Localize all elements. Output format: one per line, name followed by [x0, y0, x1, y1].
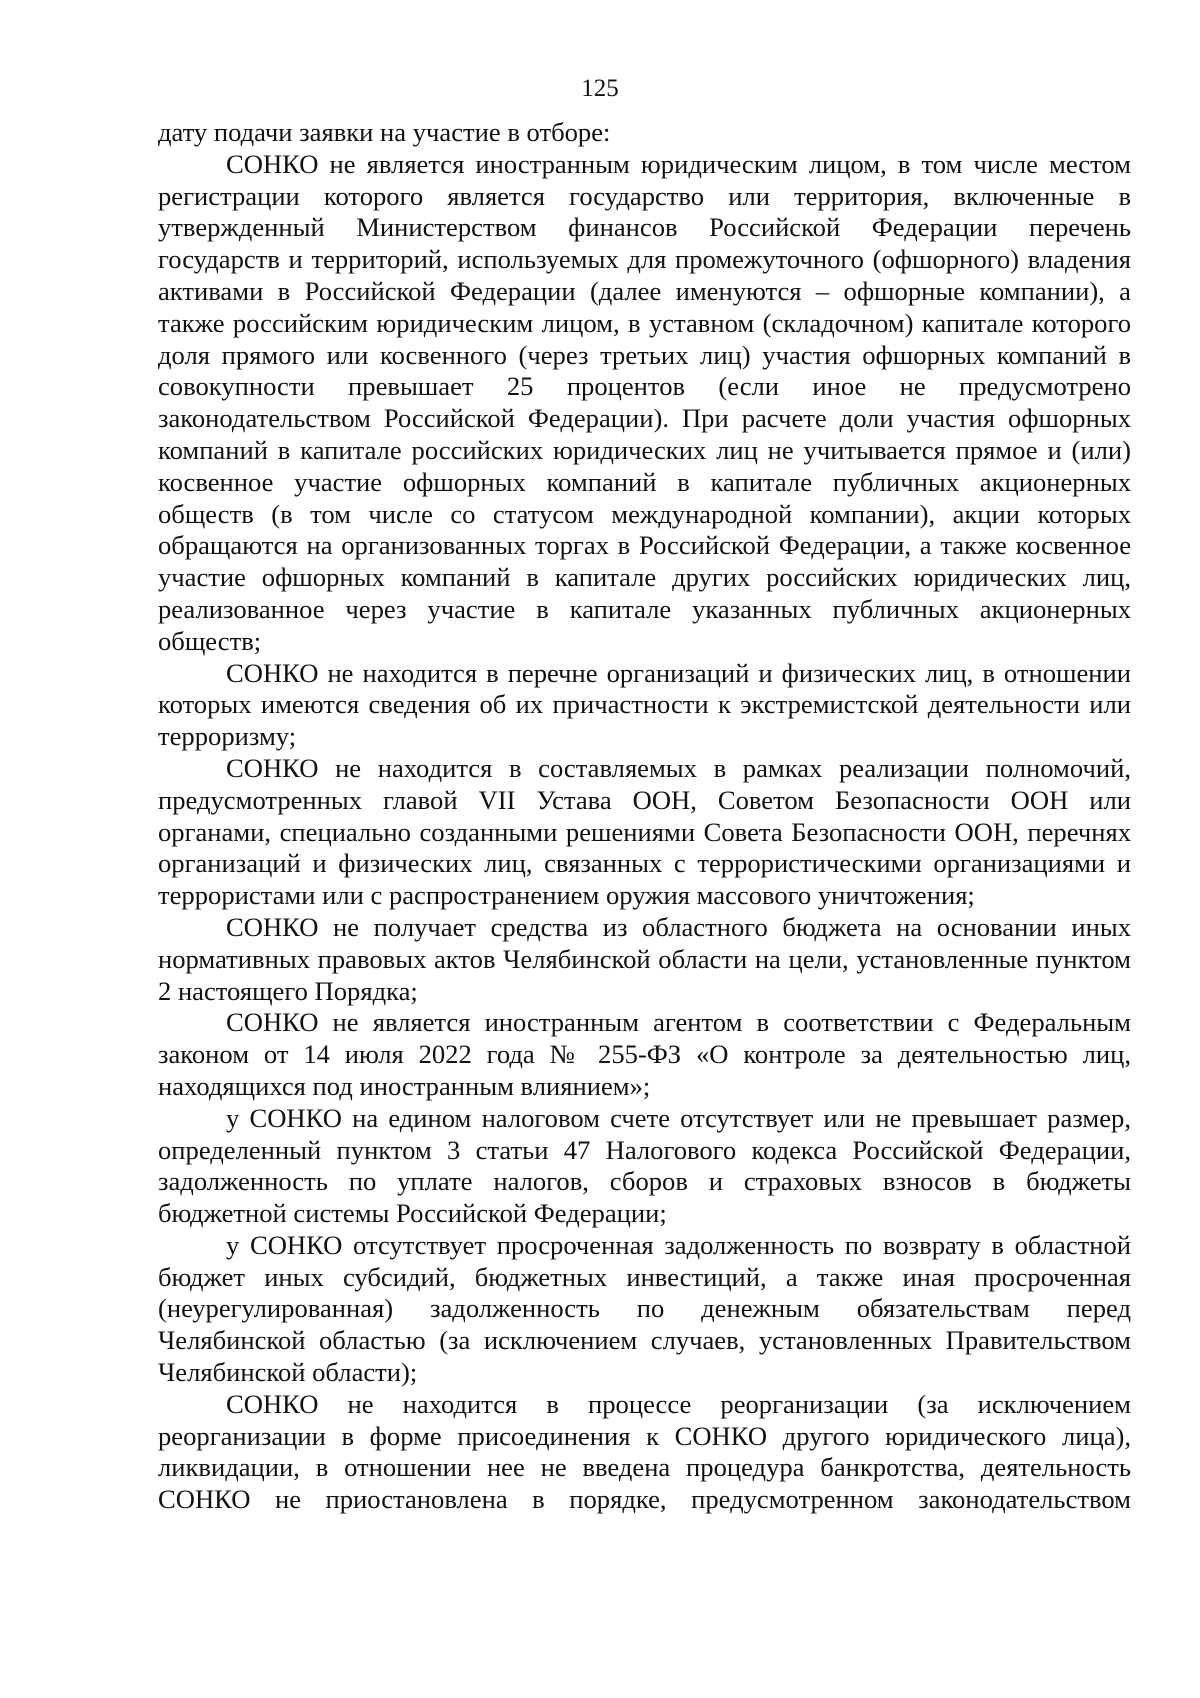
paragraph-offshore-companies: СОНКО не является иностранным юридическим лицом, в том числе местом регистрации которого является государство или территория, включенные в утвержденный Министерством финансов Российской Федерации перечень государств и территорий, используемых для промежуточного (офшорного) владения активами в Российской Федерации (далее именуются – офшорные компании), а также российским юридическим лицом, в уставном (складочном) капитале которого доля прямого или косвенного (через третьих лиц) участия офшорных компаний в совокупности превышает 25 процентов (если иное не предусмотрено законодательством Российской Федерации). При расчете доли участия офшорных компаний в капитале российских юридических лиц не учитывается прямое и (или) косвенное участие офшорных компаний в капитале публичных акционерных обществ (в том числе со статусом международной компании), акции которых обращаются на организованных торгах в Российской Федерации, а также косвенное участие офшорных компаний в капитале других российских юридических лиц, реализованное через участие в капитале указанных публичных акционерных обществ;: [158, 148, 1131, 656]
paragraph-tax-debt: у СОНКО на едином налоговом счете отсутствует или не превышает размер, определенный пунктом 3 статьи 47 Налогового кодекса Российской Федерации, задолженность по уплате налогов, сборов и страховых взносов в бюджеты бюджетной системы Российской Федерации;: [158, 1102, 1131, 1229]
paragraph-reorganization: СОНКО не находится в процессе реорганизации (за исключением реорганизации в форме присоединения к СОНКО другого юридического лица), ликвидации, в отношении нее не введена процедура банкротства, деятельность СОНКО не приостановлена в порядке, предусмотренном законодательством: [158, 1388, 1131, 1515]
document-body: [158, 117, 1131, 1516]
paragraph-overdue-debt: у СОНКО отсутствует просроченная задолженность по возврату в областной бюджет иных субсидий, бюджетных инвестиций, а также иная просроченная (неурегулированная) задолженность по денежным обязательствам перед Челябинской областью (за исключением случаев, установленных Правительством Челябинской области);: [158, 1229, 1131, 1388]
paragraph-continuation: дату подачи заявки на участие в отборе:: [158, 117, 611, 147]
paragraph-un-security-council: СОНКО не находится в составляемых в рамках реализации полномочий, предусмотренных главой VII Устава ООН, Советом Безопасности ООН или органами, специально созданными решениями Совета Безопасности ООН, перечнях организаций и физических лиц, связанных с террористическими организациями и террористами или с распространением оружия массового уничтожения;: [158, 752, 1131, 911]
paragraph-foreign-agent: СОНКО не является иностранным агентом в соответствии с Федеральным законом от 14 июля 2022 года № 255-ФЗ «О контроле за деятельностью лиц, находящихся под иностранным влиянием»;: [158, 1007, 1131, 1101]
paragraph-extremism-list: СОНКО не находится в перечне организаций и физических лиц, в отношении которых имеются сведения об их причастности к экстремистской деятельности или терроризму;: [158, 657, 1131, 752]
paragraph-regional-budget-funds: СОНКО не получает средства из областного бюджета на основании иных нормативных правовых актов Челябинской области на цели, установленные пунктом 2 настоящего Порядка;: [158, 911, 1131, 1006]
page-number: 125: [581, 75, 619, 102]
